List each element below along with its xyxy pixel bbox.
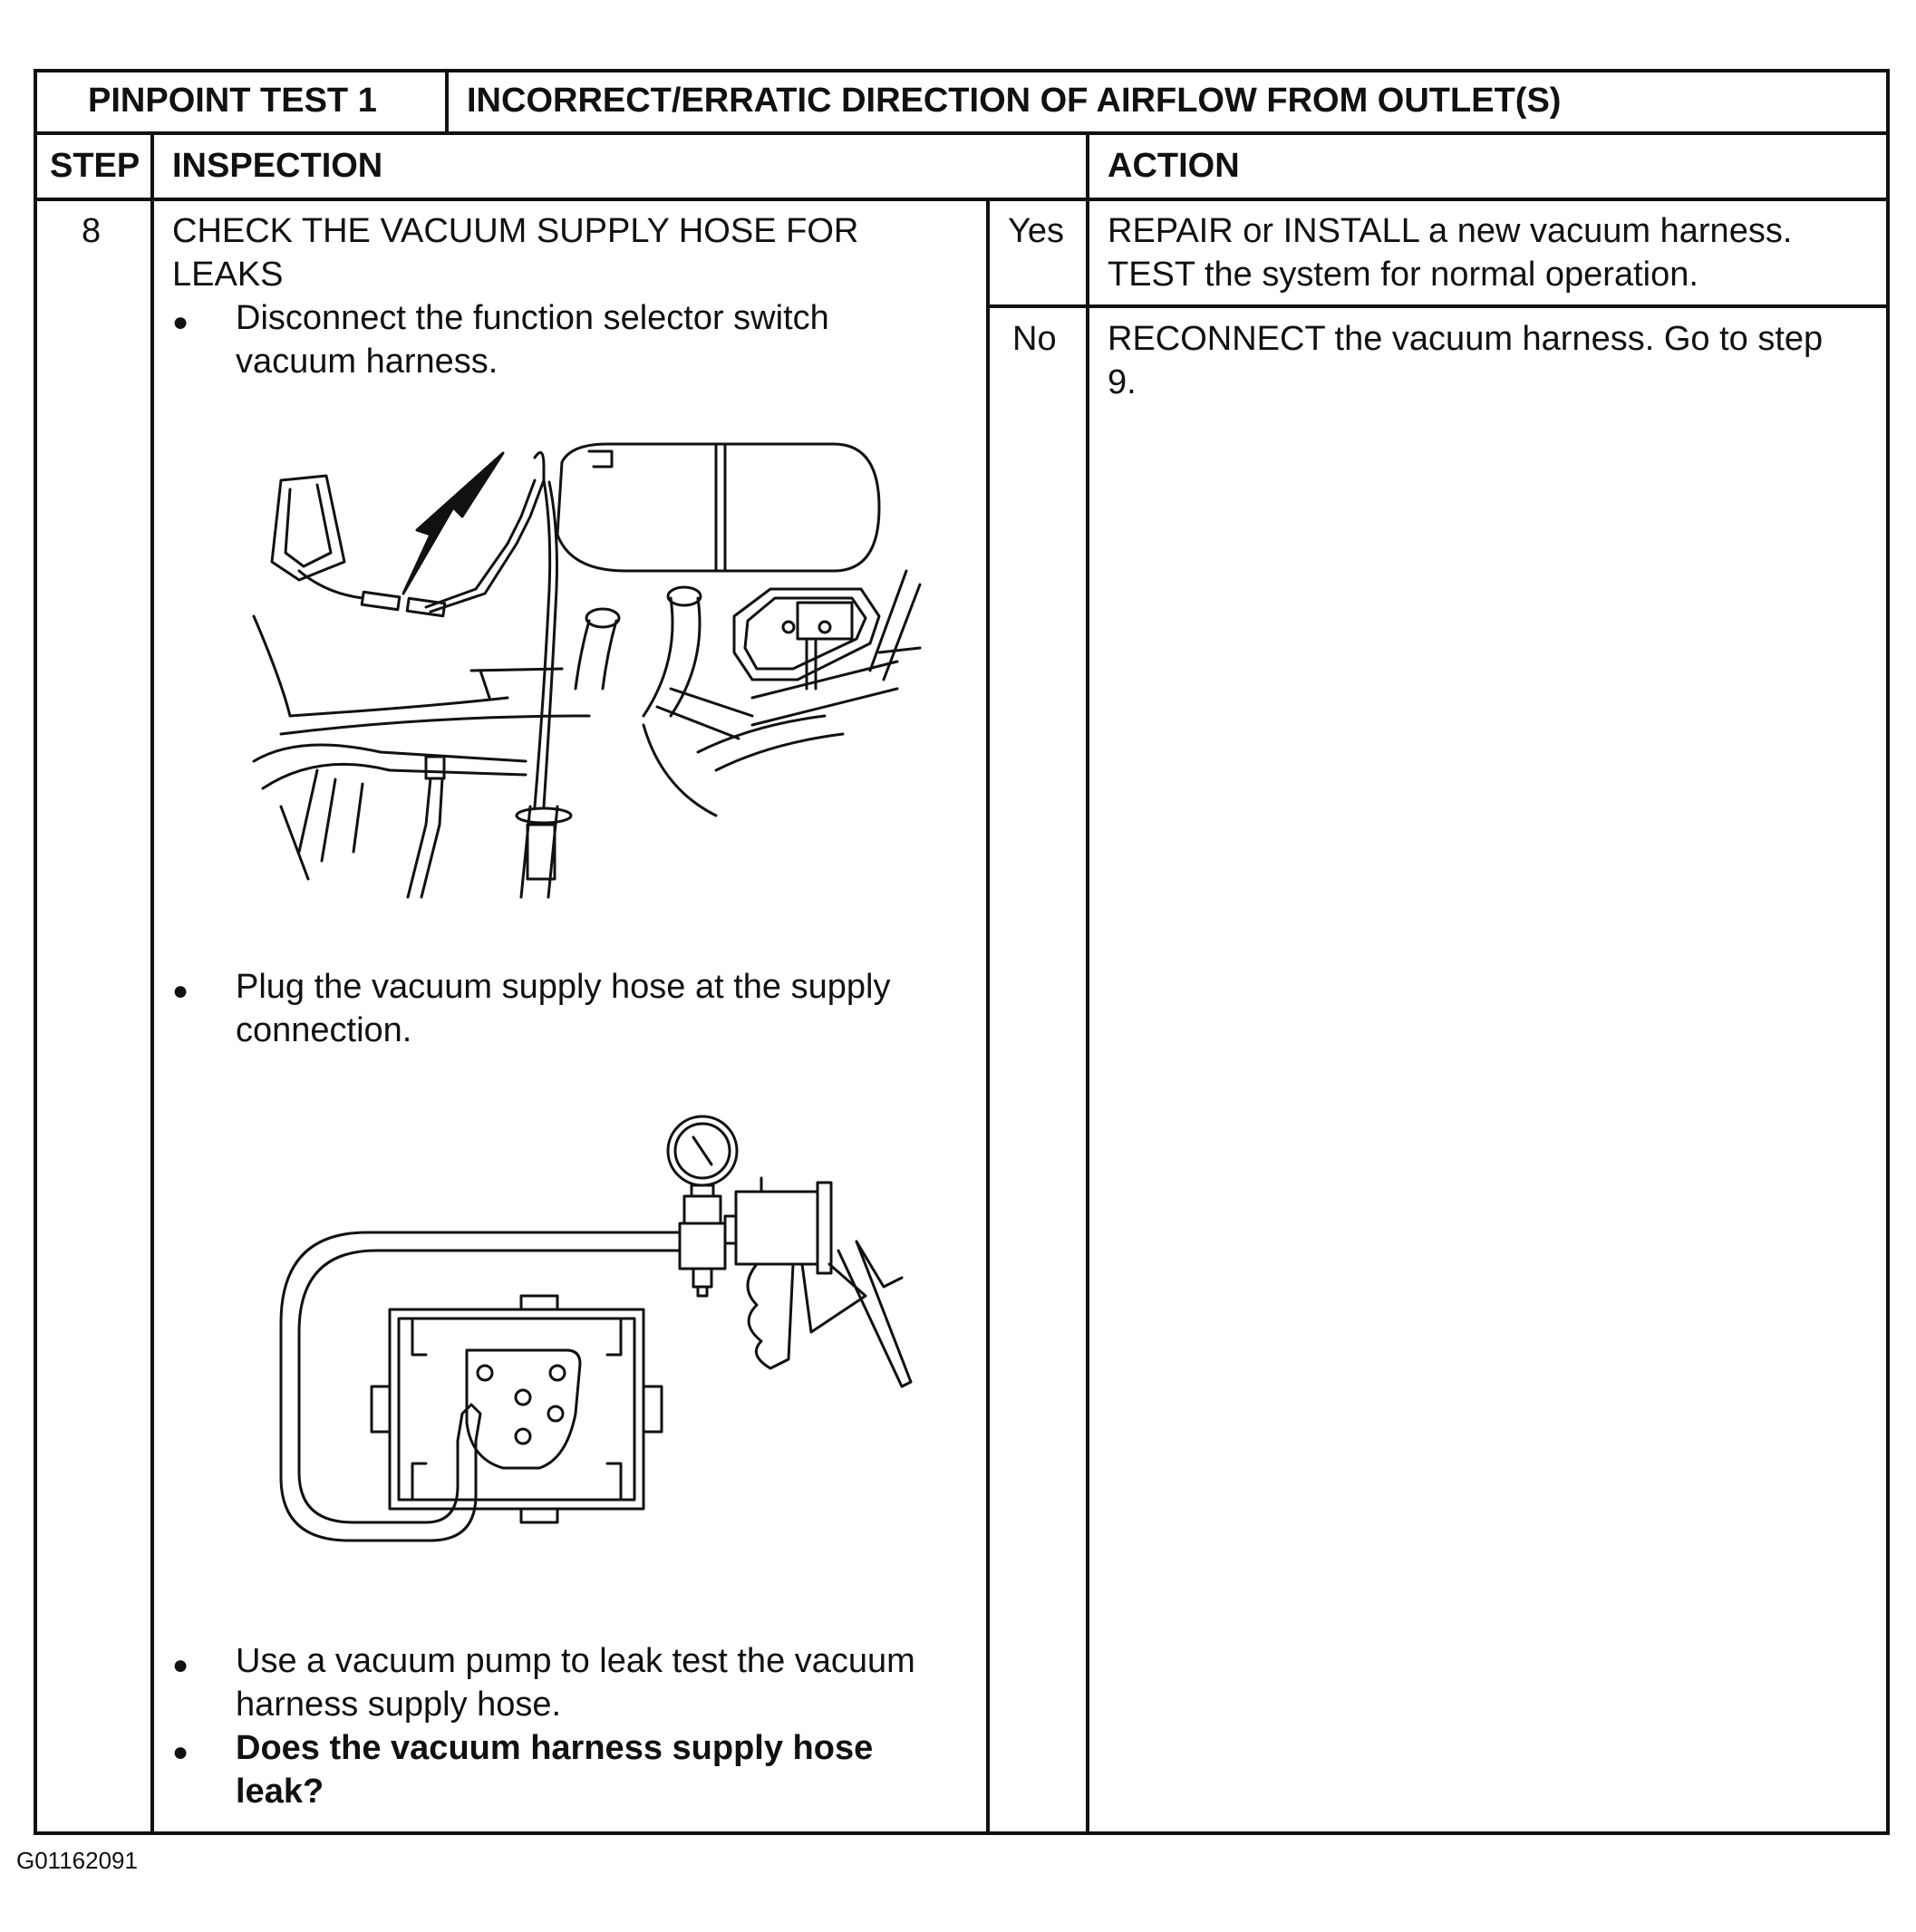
question-line1: Does the vacuum harness supply hose <box>236 1729 874 1767</box>
pinpoint-test-label: PINPOINT TEST 1 <box>88 82 377 120</box>
answer-column-divider <box>986 198 990 1835</box>
bullet-dot: ● <box>172 976 189 1006</box>
header-title-divider <box>445 69 449 133</box>
answer-no-label: No <box>1012 320 1057 358</box>
bullet-dot: ● <box>172 307 189 337</box>
step-number: 8 <box>82 212 102 250</box>
answer-no-action-line2: 9. <box>1108 363 1137 401</box>
yes-no-divider <box>986 304 1890 308</box>
bullet-dot: ● <box>172 1650 189 1680</box>
answer-no-action-line1: RECONNECT the vacuum harness. Go to step <box>1108 320 1824 358</box>
figure-code: G01162091 <box>16 1847 138 1874</box>
step-title-line1: CHECK THE VACUUM SUPPLY HOSE FOR <box>172 212 859 250</box>
bullet-1-line2: vacuum harness. <box>236 343 498 381</box>
step-column-header: STEP <box>50 147 140 185</box>
header-divider <box>34 131 1890 135</box>
step-column-divider <box>150 131 154 1835</box>
action-column-header: ACTION <box>1108 147 1240 185</box>
answer-yes-action-line1: REPAIR or INSTALL a new vacuum harness. <box>1108 212 1793 250</box>
bullet-2-line2: connection. <box>236 1011 412 1049</box>
vacuum-harness-illustration <box>245 426 934 915</box>
bullet-1-line1: Disconnect the function selector switch <box>236 299 829 337</box>
pinpoint-test-title: INCORRECT/ERRATIC DIRECTION OF AIRFLOW FROM OUTLET(S) <box>467 82 1562 120</box>
action-column-divider <box>1086 131 1089 1835</box>
inspection-column-header: INSPECTION <box>172 147 383 185</box>
bullet-2-line1: Plug the vacuum supply hose at the supply <box>236 968 891 1006</box>
column-header-divider <box>34 198 1890 201</box>
bullet-3-line1: Use a vacuum pump to leak test the vacuum <box>236 1642 915 1680</box>
step-title-line2: LEAKS <box>172 256 284 294</box>
question-line2: leak? <box>236 1773 324 1811</box>
bullet-3-line2: harness supply hose. <box>236 1686 562 1724</box>
answer-yes-label: Yes <box>1008 212 1064 250</box>
answer-yes-action-line2: TEST the system for normal operation. <box>1108 256 1698 294</box>
vacuum-pump-illustration <box>267 1115 929 1559</box>
bullet-dot: ● <box>172 1737 189 1767</box>
